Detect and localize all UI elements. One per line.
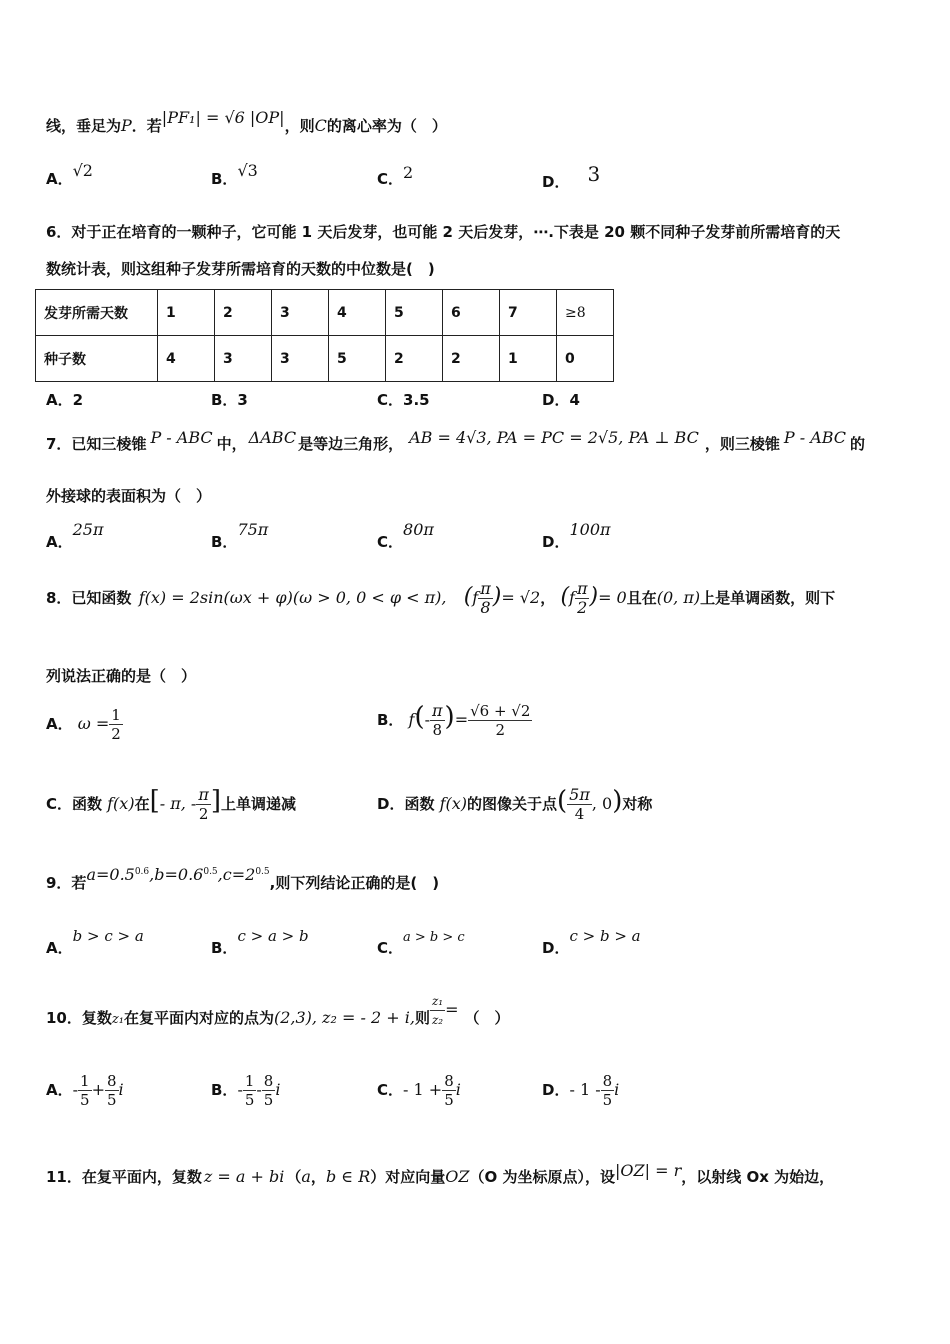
table-cell: 1	[158, 290, 215, 336]
table-cell: ≥8	[557, 290, 614, 336]
fraction: $\frac{\pi}{2}$	[198, 785, 209, 823]
table-row	[36, 336, 614, 382]
q6-stem-line2: 数统计表，则这组种子发芽所需培育的天数的中位数是( )	[46, 260, 435, 278]
fraction: $\frac{\pi}{8}$	[432, 701, 443, 739]
q5-stem: 线，垂足为P．若|PF₁| = √6 |OP|，则C的离心率为（ ）	[46, 108, 447, 135]
q9-option-b[interactable]: B．c > a > b	[211, 927, 309, 957]
table-cell: 4	[329, 290, 386, 336]
table-cell: 0	[557, 336, 614, 382]
fraction: $\frac{8}{5}$	[444, 1072, 454, 1109]
q9-option-c[interactable]: C．$^{a > b > c}$	[377, 930, 465, 957]
table-header-days: 发芽所需天数	[36, 290, 158, 336]
q10-stem: 10．复数z₁在复平面内对应的点为(2,3), z₂ = - 2 + i,则 $\frac{\text{z₁}}{\text{z₂}}$ = （ ）	[46, 994, 510, 1027]
q6-option-a[interactable]: A．2	[46, 391, 84, 409]
q5-option-b[interactable]: B．√3	[211, 161, 258, 188]
q8-option-a[interactable]: A． ω = $\frac{1}{2}$	[46, 706, 121, 743]
q8-stem-line1: 8．已知函数 f(x) = 2sin(ωx + φ)(ω > 0, 0 < φ < π), (f $\frac{\pi}{8}$ )= √2， (f $\frac{\pi}{2}$ )= 0且在(0, π)上是单调函数，则下	[46, 579, 836, 617]
table-cell: 5	[386, 290, 443, 336]
q8-stem-line2: 列说法正确的是（ ）	[46, 667, 197, 685]
q6-option-b[interactable]: B．3	[211, 391, 248, 409]
q7-option-b[interactable]: B．75π	[211, 520, 269, 551]
fraction: $\frac{1}{2}$	[111, 706, 121, 743]
fraction: $\frac{√6 + √2}{2}$	[470, 702, 531, 739]
fraction: $\frac{\pi}{8}$	[480, 579, 491, 617]
fraction: $\frac{8}{5}$	[106, 1072, 117, 1109]
table-cell: 2	[215, 290, 272, 336]
table-cell: 3	[272, 290, 329, 336]
fraction: $\frac{1}{5}$	[80, 1072, 90, 1109]
table-cell: 3	[272, 336, 329, 382]
q8-option-b[interactable]: B． f(- $\frac{\pi}{8}$ )= $\frac{√6 + √2}{2}$	[377, 701, 531, 739]
table-cell: 3	[215, 336, 272, 382]
fraction: $\frac{8}{5}$	[602, 1072, 613, 1109]
q10-option-a[interactable]: A．- $\frac{1}{5}$ + $\frac{8}{5}$ i	[46, 1072, 124, 1109]
fraction: $\frac{\text{z₁}}{\text{z₂}}$	[431, 994, 444, 1027]
q5-option-a[interactable]: A．√2	[46, 161, 93, 188]
q10-option-c[interactable]: C．- 1 + $\frac{8}{5}$ i	[377, 1072, 461, 1109]
table-cell: 7	[500, 290, 557, 336]
q8-option-d[interactable]: D．函数 f(x)的图像关于点( $\frac{5\pi}{4}$ , 0)对称	[377, 785, 653, 823]
q5-option-d[interactable]: D． 3	[542, 162, 601, 191]
table-header-count: 种子数	[36, 336, 158, 382]
table-cell: 2	[386, 336, 443, 382]
table-cell: 2	[443, 336, 500, 382]
q6-option-d[interactable]: D．4	[542, 391, 580, 409]
germination-table	[35, 289, 614, 382]
table-row	[36, 290, 614, 336]
q7-option-c[interactable]: C．80π	[377, 520, 434, 551]
q10-option-d[interactable]: D．- 1 - $\frac{8}{5}$ i	[542, 1072, 620, 1109]
q9-stem: 9．若$a=0.5^{0.6},b=0.6^{0.5},c=2^{0.5}$,则下列结论正确的是( )	[46, 865, 440, 892]
q6-stem-line1: 6．对于正在培育的一颗种子，它可能 1 天后发芽，也可能 2 天后发芽，⋯.下表是 20 颗不同种子发芽前所需培育的天	[46, 223, 841, 241]
fraction: $\frac{5\pi}{4}$	[569, 785, 590, 823]
q9-option-a[interactable]: A．b > c > a	[46, 927, 144, 957]
q7-stem-line1: 7．已知三棱锥 P - ABC 中， ΔABC 是等边三角形， AB = 4√3, PA = PC = 2√5, PA ⊥ BC ，则三棱锥 P - ABC 的	[46, 428, 866, 453]
q11-stem: 11．在复平面内，复数 z = a + bi （a，b ∈ R）对应向量OZ（O 为坐标原点），设|OZ| = r，以射线 Ox 为始边，	[46, 1161, 835, 1186]
table-cell: 5	[329, 336, 386, 382]
q6-option-c[interactable]: C．3.5	[377, 391, 430, 409]
fraction: $\frac{8}{5}$	[263, 1072, 274, 1109]
q7-stem-line2: 外接球的表面积为（ ）	[46, 487, 212, 505]
table-cell: 4	[158, 336, 215, 382]
fraction: $\frac{1}{5}$	[244, 1072, 255, 1109]
q10-option-b[interactable]: B．- $\frac{1}{5}$ - $\frac{8}{5}$ i	[211, 1072, 281, 1109]
table-cell: 6	[443, 290, 500, 336]
q9-option-d[interactable]: D．c > b > a	[542, 927, 641, 957]
q8-option-c[interactable]: C．函数 f(x)在[- π, - $\frac{\pi}{2}$ ]上单调递减	[46, 785, 297, 823]
q5-option-c[interactable]: C．2	[377, 163, 414, 188]
q7-option-a[interactable]: A．25π	[46, 520, 104, 551]
fraction: $\frac{\pi}{2}$	[576, 579, 588, 617]
q7-option-d[interactable]: D．100π	[542, 520, 611, 551]
table-cell: 1	[500, 336, 557, 382]
